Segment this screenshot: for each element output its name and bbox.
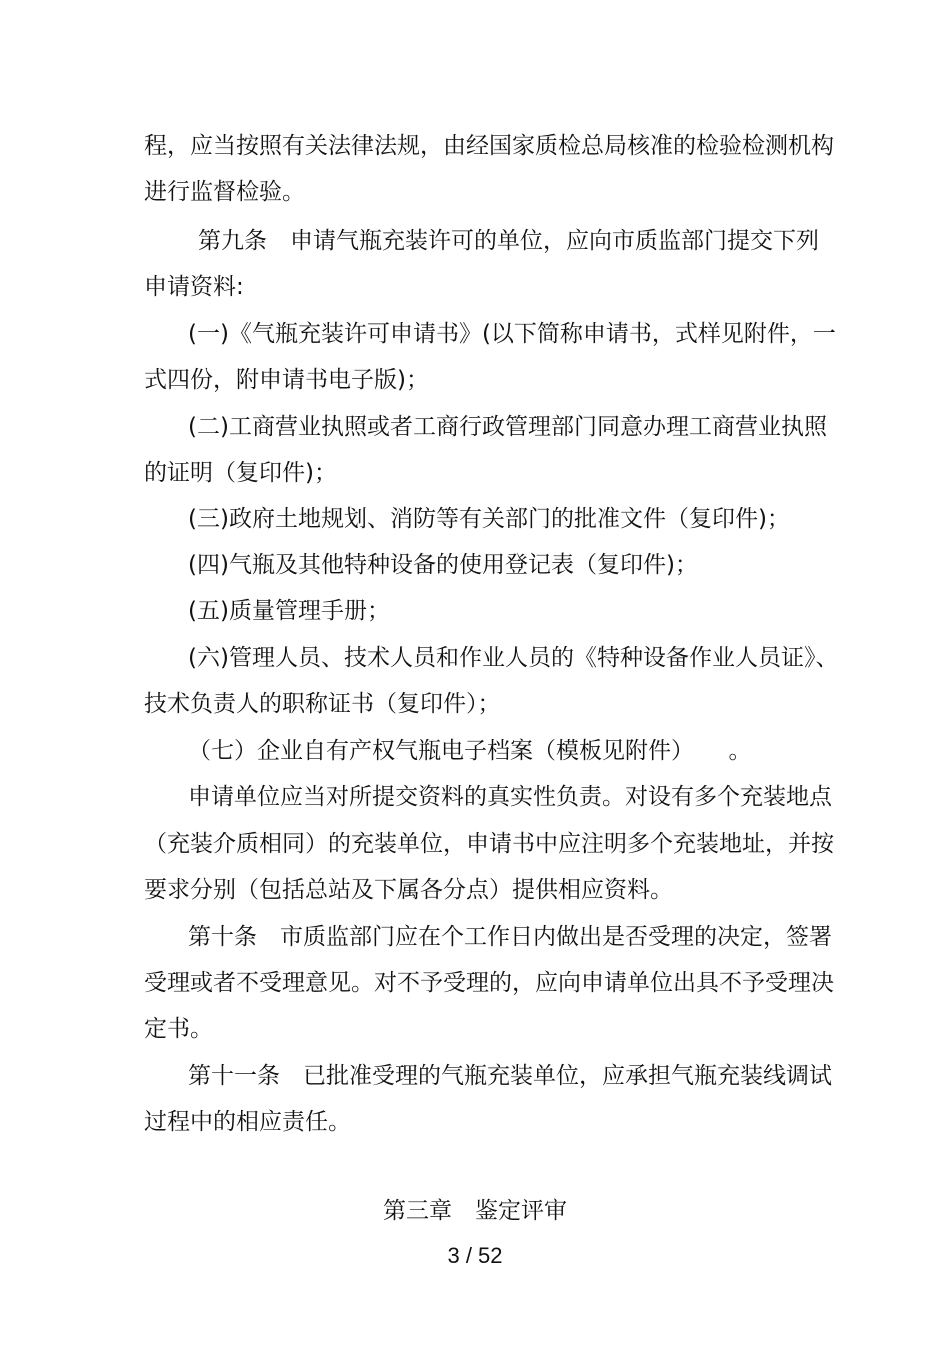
article-9-line: 第九条 申请气瓶充装许可的单位，应向市质监部门提交下列 [198, 228, 819, 254]
paragraph-line: 申请资料: [144, 274, 244, 300]
paragraph-line: 受理或者不受理意见。对不予受理的，应向申请单位出具不予受理决 [144, 970, 834, 996]
list-item-6: (六)管理人员、技术人员和作业人员的《特种设备作业人员证》、 [188, 645, 839, 671]
paragraph-line: 技术负责人的职称证书（复印件）； [144, 691, 501, 717]
paragraph-line: 定书。 [144, 1016, 213, 1042]
list-item-4: (四)气瓶及其他特种设备的使用登记表（复印件)； [188, 552, 698, 578]
paragraph-line: 的证明（复印件)； [144, 460, 337, 486]
article-10-line: 第十条 市质监部门应在个工作日内做出是否受理的决定，签署 [188, 924, 832, 950]
paragraph-line: 申请单位应当对所提交资料的真实性负责。对设有多个充装地点 [188, 784, 832, 810]
article-11-line: 第十一条 已批准受理的气瓶充装单位，应承担气瓶充装线调试 [188, 1063, 832, 1089]
chapter-heading: 第三章 鉴定评审 [383, 1198, 567, 1224]
paragraph-line: 程，应当按照有关法律法规，由经国家质检总局核准的检验检测机构 [144, 133, 834, 159]
list-item-3: (三)政府土地规划、消防等有关部门的批准文件（复印件)； [188, 506, 790, 532]
paragraph-line: 要求分别（包括总站及下属各分点）提供相应资料。 [144, 877, 673, 903]
paragraph-line: 进行监督检验。 [144, 179, 305, 205]
paragraph-line: 过程中的相应责任。 [144, 1109, 351, 1135]
list-item-2: (二)工商营业执照或者工商行政管理部门同意办理工商营业执照 [188, 414, 827, 440]
list-item-1: (一)《气瓶充装许可申请书》(以下简称申请书，式样见附件，一 [188, 321, 836, 347]
list-item-5: (五)质量管理手册； [188, 598, 390, 624]
list-item-7: （七）企业自有产权气瓶电子档案（模板见附件） 。 [188, 738, 752, 764]
paragraph-line: （充装介质相同）的充装单位，申请书中应注明多个充装地址，并按 [144, 831, 834, 857]
page-number: 3 / 52 [447, 1243, 503, 1268]
paragraph-line: 式四份，附申请书电子版)； [144, 367, 429, 393]
